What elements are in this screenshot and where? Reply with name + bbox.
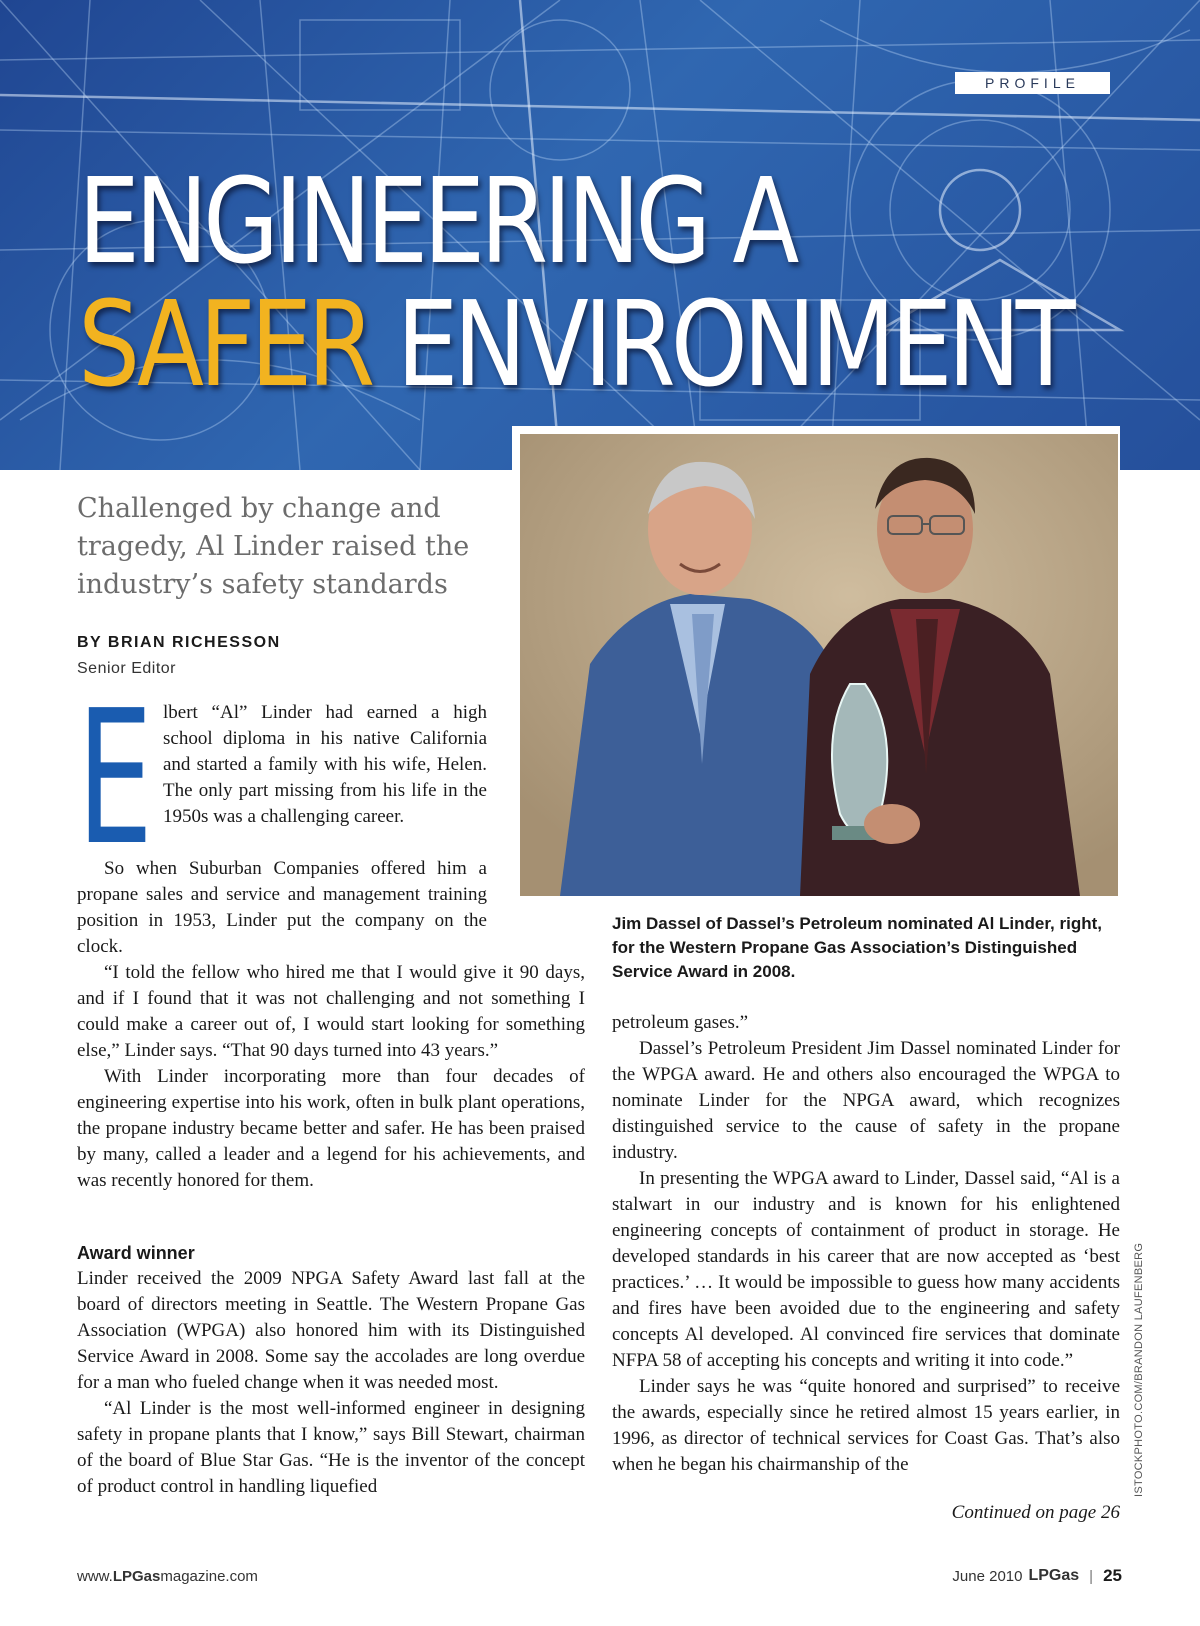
- footer-date: June 2010: [952, 1567, 1023, 1585]
- page-number: 25: [1103, 1566, 1122, 1585]
- headline-line2: [78, 275, 1071, 413]
- article-paragraph-1: lbert “Al” Linder had earned a high school diploma in his native California and started a family with his wife, Helen. The only part missing from his life in the 1950s was a challenging career.: [163, 702, 487, 827]
- photo-credit: ISTOCKPHOTO.COM/BRANDON LAUFENBERG: [1133, 1242, 1145, 1497]
- article-col2-paragraph-2: Dassel’s Petroleum President Jim Dassel nominated Linder for the WPGA award. He and others also encouraged the WPGA to nominate Linder for the NPGA award, which recognizes distinguished service to the cause of safety in the propane industry.: [612, 1038, 1120, 1163]
- article-col1-block3: [77, 960, 585, 1194]
- footer-divider: |: [1089, 1567, 1094, 1585]
- byline-role: Senior Editor: [77, 660, 176, 677]
- footer-url-brand: LPGas: [112, 1568, 161, 1585]
- article-col2-paragraph-4: Linder says he was “quite honored and surprised” to receive the awards, especially since he retired almost 15 years earlier, in 1996, as director of technical services for Coast Gas. That’s also when he began his chairmanship of the: [612, 1376, 1120, 1475]
- byline: BY BRIAN RICHESSON: [77, 634, 281, 651]
- footer-url-suffix: magazine.com: [160, 1568, 258, 1585]
- footer-url-prefix: www.: [77, 1568, 113, 1585]
- award-photo: [520, 434, 1118, 896]
- drop-cap: [77, 704, 155, 854]
- footer-url[interactable]: [77, 1568, 258, 1585]
- section-tag: PROFILE: [955, 72, 1110, 94]
- article-col1-block4: [77, 1266, 585, 1500]
- headline-rest: ENVIRONMENT: [396, 275, 1071, 413]
- article-col2-paragraph-1: petroleum gases.”: [612, 1012, 749, 1033]
- article-paragraph-3: “I told the fellow who hired me that I would give it 90 days, and if I found that it was not challenging and not something I could make a career out of, I would start looking for something else,” Linder says. “That 90 days turned into 43 years.”: [77, 962, 585, 1061]
- footer-magazine: LPGas: [1028, 1567, 1080, 1584]
- headline-line1: ENGINEERING A: [78, 152, 795, 290]
- article-subhead: Award winner: [77, 1243, 195, 1263]
- footer-folio: [952, 1566, 1122, 1586]
- photo-caption: Jim Dassel of Dassel’s Petroleum nominated Al Linder, right, for the Western Propane Gas Association’s Distinguished Service Award in 2008.: [612, 914, 1102, 981]
- article-deck: Challenged by change and tragedy, Al Linder raised the industry’s safety standards: [77, 493, 470, 600]
- article-paragraph-2: So when Suburban Companies offered him a propane sales and service and management training position in 1953, Linder put the company on the clock.: [77, 858, 487, 957]
- article-col2: [612, 1010, 1120, 1478]
- article-col2-paragraph-3: In presenting the WPGA award to Linder, Dassel said, “Al is a stalwart in our industry and is known for his enlightened engineering concepts of containment of product in storage. He developed standards in his career that are now accepted as ‘best practices.’ … It would be impossible to guess how many accidents and fires have been avoided due to the engineering and safety concepts Al developed. Al convinced fire services that dominate NFPA 58 of accepting his concepts and writing it into code.”: [612, 1168, 1120, 1371]
- header-banner: [0, 0, 1200, 470]
- article-paragraph-4: With Linder incorporating more than four decades of engineering expertise into his work, often in bulk plant operations, the propane industry became better and safer. He has been praised by many, called a leader and a legend for his achievements, and was recently honored for them.: [77, 1066, 585, 1191]
- article-paragraph-6: “Al Linder is the most well-informed engineer in designing safety in propane plants that I know,” says Bill Stewart, chairman of the board of Blue Star Gas. “He is the inventor of the concept of product control in handling liquefied: [77, 1398, 585, 1497]
- article-col1-block2: [77, 856, 487, 960]
- continued-note: Continued on page 26: [951, 1502, 1120, 1523]
- photo-illustration: [520, 434, 1118, 896]
- headline-highlight: SAFER: [78, 275, 371, 413]
- article-paragraph-5: Linder received the 2009 NPGA Safety Award last fall at the board of directors meeting in Seattle. The Western Propane Gas Association (WPGA) also honored him with its Distinguished Service Award in 2008. Some say the accolades are long overdue for a man who fueled change when it was needed most.: [77, 1268, 585, 1393]
- drop-cap-letter: E: [77, 704, 153, 854]
